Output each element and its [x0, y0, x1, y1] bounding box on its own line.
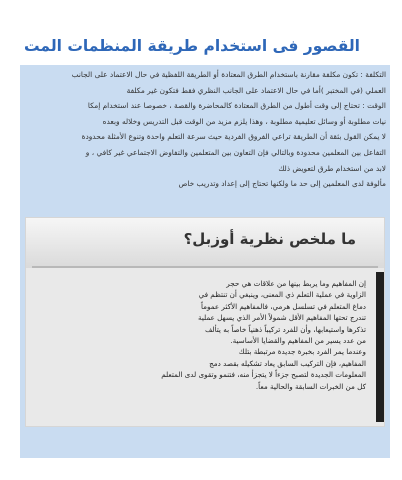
paragraph-time-line-2: نيات مطلوبة أو وسائل تعليمية مطلوبة ، وهذا يلزم مزيد من الوقت قبل التدريس وخلاله وبعده — [102, 116, 386, 126]
slide-line: دماغ المتعلم في تسلسل هرمي، فالمفاهيم الأكثر عموماً — [200, 301, 366, 311]
slide-line: كل من الخبرات السابقة والحالية معاً. — [255, 381, 366, 391]
paragraph-cost-line-2: العملي (في المختبر )أما في حال الاعتماد على الجانب النظري فقط فتكون غير مكلفة — [126, 85, 386, 95]
slide-body-text — [40, 278, 366, 392]
slide-line: من عدد يسير من المفاهيم والقضايا الأساسية. — [230, 336, 366, 346]
content-panel — [20, 65, 390, 458]
slide-line: إن المفاهيم وما يربط بينها من علاقات هي حجر — [226, 279, 366, 288]
body-text — [23, 67, 386, 192]
paragraph-time-line-1: الوقت : تحتاج إلى وقت أطول من الطرق المعتادة كالمحاضرة والقصة ، خصوصا عند استخدام إمكا — [87, 101, 386, 111]
slide-line: المعلومات الجديدة لتصبح جزءاً لا يتجزأ منه، فتنمو وتقوى لدى المتعلم — [161, 370, 366, 380]
slide-line: المفاهيم، فإن التركيب السابق يعاد تشكيله بقصد دمج — [209, 358, 366, 368]
slide-title: ما ملخص نظرية أوزبل؟ — [183, 230, 356, 248]
slide-line: تندرج تحتها المفاهيم الأقل شمولاً الأمر الذي يسهل عملية — [197, 313, 366, 323]
slide-line: تذكرها واستيعابها، وأن للفرد تركيباً ذهنياً خاصاً به يتألف — [204, 324, 366, 334]
slide-image — [25, 217, 385, 427]
paragraph-interaction-line-1: التفاعل بين المعلمين محدودة وبالتالي فإن التعاون بين المتعلمين والتفاوض الاجتماعي غير كافي ، و — [85, 147, 386, 157]
slide-line: الزاوية في عملية التعلم ذي المعنى، وينبغي أن تنتظم في — [198, 290, 366, 300]
paragraph-differences: لا يمكن القول بثقة أن الطريقة تراعي الفروق الفردية حيث سرعة التعلم واحدة وتنوع الأمثلة محدودة — [81, 132, 386, 142]
paragraph-interaction-line-2: لابد من استخدام طرق لتعويض ذلك — [278, 163, 386, 173]
paragraph-familiarity: مألوفة لدى المعلمين إلى حد ما ولكنها تحتاج إلى إعداد وتدريب خاص — [178, 179, 386, 189]
slide-side-bar — [376, 272, 384, 422]
page-title: القصور فى استخدام طريقة المنظمات المت — [24, 37, 360, 55]
slide-line: وعندما يمر الفرد بخبرة جديدة مرتبطة بتلك — [238, 347, 366, 357]
paragraph-cost-line-1: التكلفة : تكون مكلفة مقارنة باستخدام الطرق المعتادة أو الطريقة اللفظية في حال الاعتماد على الجانب — [71, 70, 386, 79]
slide-divider — [32, 266, 378, 268]
